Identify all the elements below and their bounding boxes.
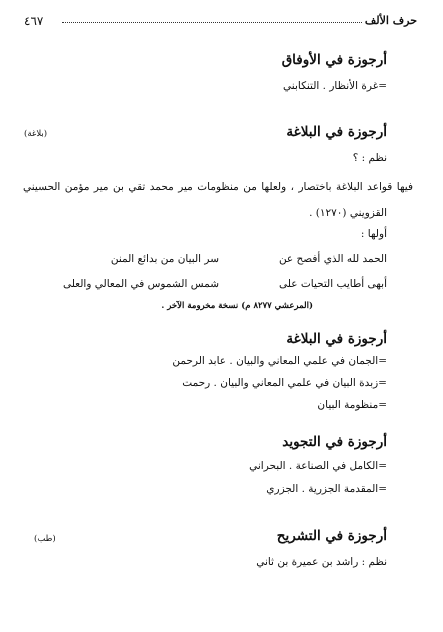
manuscript-source: (المرعشي ٨٢٧٧ م) نسخة مخرومة الآخر . [161, 301, 313, 311]
description-line: فيها قواعد البلاغة باختصار ، ولعلها من منظومات مير محمد تقي بن مير مؤمن الحسيني [23, 181, 413, 193]
author-line: نظم : ؟ [352, 152, 387, 164]
cross-reference-line: =منظومة البيان [317, 399, 387, 411]
cross-reference-line: =المقدمة الجزرية . الجزري [266, 483, 387, 495]
verse-first-hemistich: الحمد لله الذي أفصح عن [278, 253, 387, 265]
section-title: أرجوزة في الأوفاق [281, 52, 387, 68]
cross-reference-line: =غرة الأنظار . التنكابني [283, 80, 387, 92]
section-title: أرجوزة في البلاغة [286, 124, 387, 140]
section-title: أرجوزة في التجويد [282, 434, 387, 450]
section-title: أرجوزة في التشريح [276, 528, 387, 544]
author-line: نظم : راشد بن عميرة بن ثاني [256, 556, 387, 568]
header-dotted-leader [62, 22, 362, 23]
verse-second-hemistich: شمس الشموس في المعالي والعلى [62, 278, 219, 290]
subject-tag: (بلاغة) [24, 129, 48, 139]
section-title: أرجوزة في البلاغة [286, 331, 387, 347]
incipit-label: أولها : [360, 228, 387, 240]
verse-second-hemistich: سر البيان من بدائع المنن [110, 253, 219, 265]
description-line: القزويني (١٢٧٠) . [309, 207, 387, 219]
cross-reference-line: =الكامل في الصناعة . البحراني [249, 460, 387, 472]
page-number: ٤٦٧ [24, 14, 44, 28]
verse-first-hemistich: أبهى أطايب التحيات على [279, 278, 387, 290]
subject-tag: (طب) [34, 534, 56, 544]
cross-reference-line: =الجمان في علمي المعاني والبيان . عابد الرحمن [172, 355, 387, 367]
cross-reference-line: =زبدة البيان في علمي المعاني والبيان . رحمت [182, 377, 387, 389]
running-header-title: حرف الألف [364, 14, 417, 27]
